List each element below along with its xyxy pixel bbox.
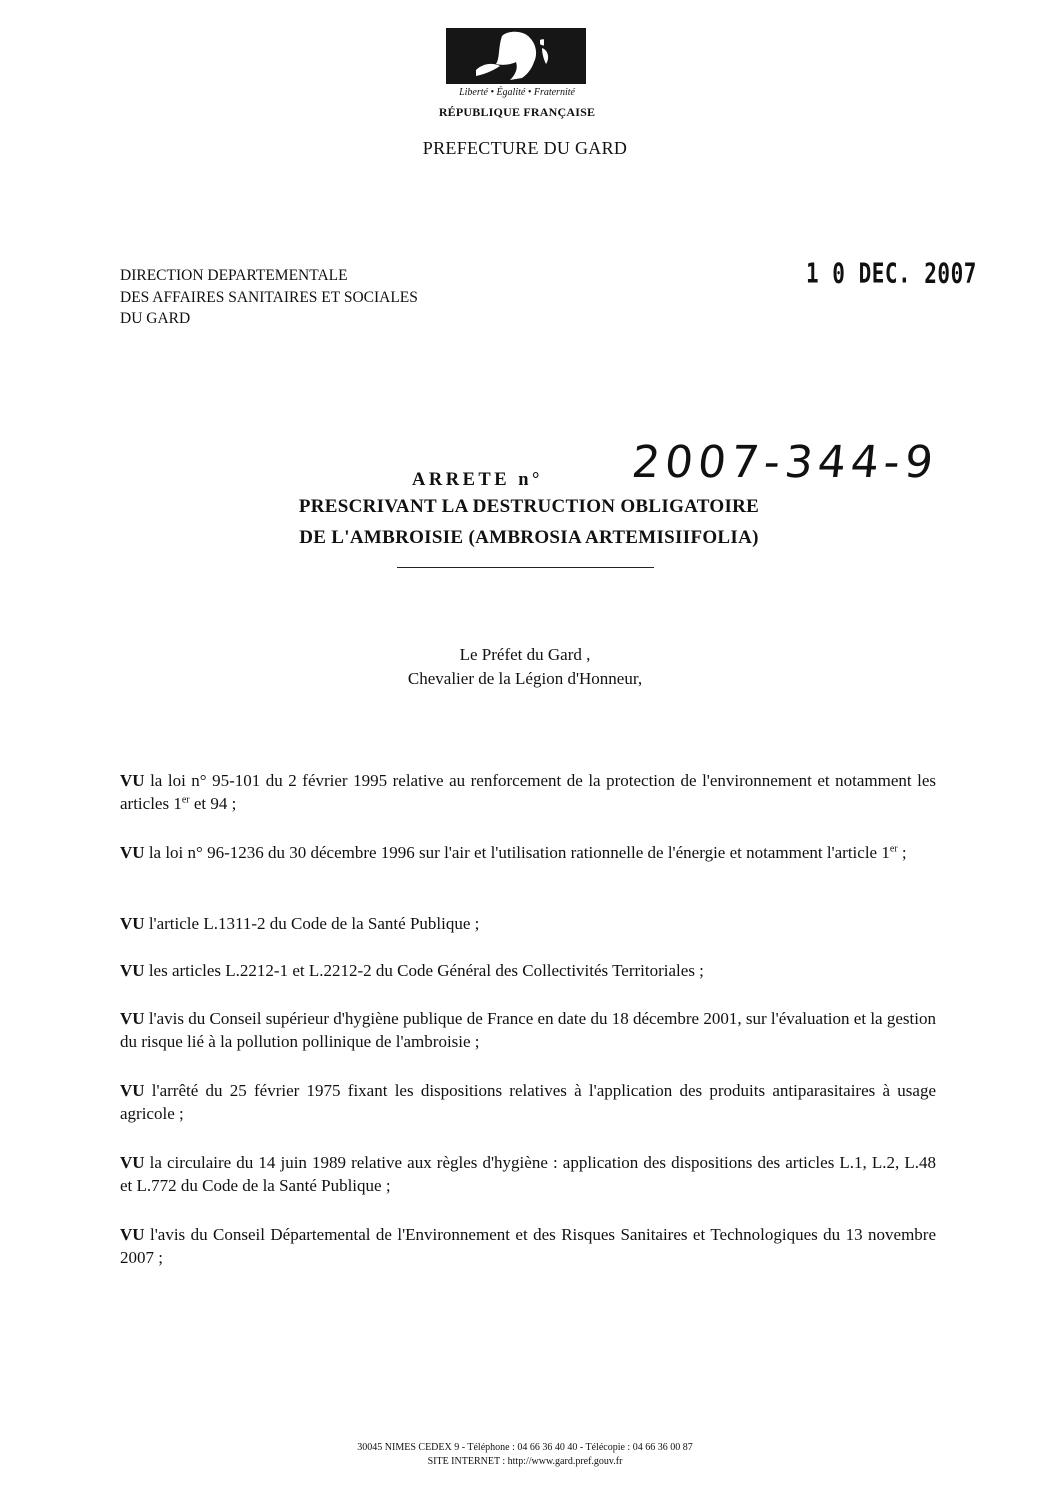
marianne-logo — [446, 28, 586, 84]
visa-vu-label: VU — [120, 843, 145, 862]
date-stamp: 1 0 DEC. 2007 — [806, 258, 977, 290]
visa-text: l'article L.1311-2 du Code de la Santé Publique ; — [144, 914, 480, 933]
footer-website: SITE INTERNET : http://www.gard.pref.gouv.fr — [427, 1456, 623, 1467]
visa-paragraph-5 — [120, 1008, 936, 1053]
department-line-1: DIRECTION DEPARTEMENTALE — [120, 267, 348, 284]
marianne-icon — [446, 28, 586, 84]
visa-text: la loi n° 96-1236 du 30 décembre 1996 sur l'air et l'utilisation rationnelle de l'énergie et notamment l'article 1 — [144, 843, 890, 862]
arrete-number-handwritten: 2007-344-9 — [629, 437, 941, 488]
footer-address: 30045 NIMES CEDEX 9 - Téléphone : 04 66 36 40 40 - Télécopie : 04 66 36 00 87 — [357, 1442, 693, 1453]
visa-paragraph-4 — [120, 960, 936, 983]
prefet-line-2: Chevalier de la Légion d'Honneur, — [407, 669, 643, 688]
department-line-3: DU GARD — [120, 310, 191, 327]
arrete-title-line-2: DE L'AMBROISIE (AMBROSIA ARTEMISIIFOLIA) — [299, 527, 759, 548]
visa-superscript: er — [889, 843, 898, 855]
arrete-title-line-1: PRESCRIVANT LA DESTRUCTION OBLIGATOIRE — [298, 496, 760, 517]
visa-text-end: et 94 ; — [189, 793, 237, 813]
visa-text-end: ; — [897, 843, 907, 862]
prefecture-name: PREFECTURE DU GARD — [422, 138, 628, 158]
department-line-2: DES AFFAIRES SANITAIRES ET SOCIALES — [120, 289, 418, 306]
visa-paragraph-8 — [120, 1224, 936, 1269]
visa-vu-label: VU — [120, 1081, 145, 1100]
visa-vu-label: VU — [120, 1225, 145, 1244]
visa-vu-label: VU — [120, 961, 145, 980]
visa-paragraph-1 — [120, 770, 936, 815]
visa-paragraph-3 — [120, 913, 936, 936]
republique-francaise: RÉPUBLIQUE FRANÇAISE — [438, 105, 596, 119]
visa-paragraph-6 — [120, 1080, 936, 1125]
visa-paragraph-2 — [120, 842, 936, 865]
visa-text: la loi n° 95-101 du 2 février 1995 relative au renforcement de la protection de l'environnement et notamment les articles 1 — [120, 771, 936, 813]
visa-vu-label: VU — [120, 771, 145, 790]
visa-vu-label: VU — [120, 1153, 145, 1172]
visa-vu-label: VU — [120, 914, 145, 933]
visa-text: la circulaire du 14 juin 1989 relative aux règles d'hygiène : application des dispositions des articles L.1, L.2, L.48 et L.772 du Code de la Santé Publique ; — [120, 1153, 936, 1195]
visa-superscript: er — [181, 793, 190, 805]
prefet-line-1: Le Préfet du Gard , — [459, 645, 591, 664]
arrete-label: ARRETE n° — [412, 470, 543, 490]
visa-text: l'avis du Conseil supérieur d'hygiène publique de France en date du 18 décembre 2001, sur l'évaluation et la gestion du risque lié à la pollution pollinique de l'ambroisie ; — [120, 1009, 936, 1051]
visa-text: les articles L.2212-1 et L.2212-2 du Code Général des Collectivités Territoriales ; — [144, 961, 704, 980]
visa-text: l'arrêté du 25 février 1975 fixant les dispositions relatives à l'application des produits antiparasitaires à usage agricole ; — [120, 1081, 936, 1123]
visa-text: l'avis du Conseil Départemental de l'Environnement et des Risques Sanitaires et Technologiques du 13 novembre 2007 ; — [120, 1225, 936, 1267]
visa-paragraph-7 — [120, 1152, 936, 1197]
title-divider — [397, 567, 654, 568]
visa-vu-label: VU — [120, 1009, 145, 1028]
republic-motto: Liberté • Égalité • Fraternité — [459, 87, 575, 98]
